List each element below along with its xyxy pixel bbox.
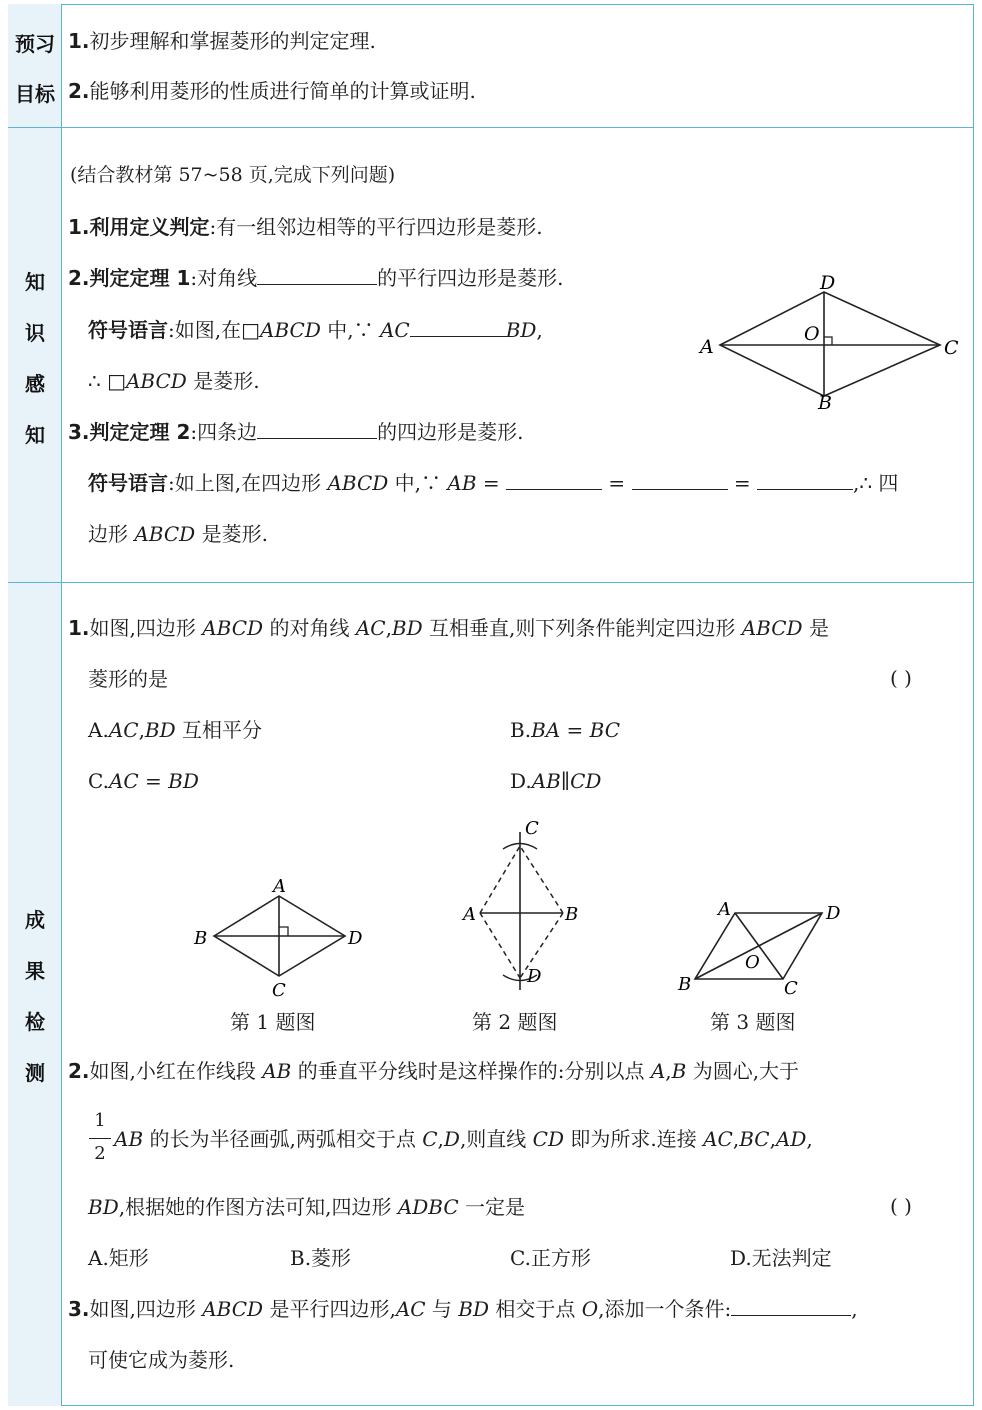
label-b: B bbox=[818, 392, 832, 412]
option-d: D.无法判定 bbox=[730, 1246, 832, 1270]
answer-blank[interactable] bbox=[506, 471, 602, 490]
answer-paren[interactable]: ( ) bbox=[890, 666, 912, 690]
fraction-denominator: 2 bbox=[94, 1143, 106, 1164]
label-o: O bbox=[745, 952, 760, 973]
figure-3 bbox=[675, 895, 850, 1005]
answer-blank[interactable] bbox=[257, 420, 377, 439]
question-2: 2.如图,小红在作线段 AB 的垂直平分线时是这样操作的:分别以点 A,B 为圆心,大于 bbox=[68, 1059, 800, 1083]
answer-paren[interactable]: ( ) bbox=[890, 1194, 912, 1218]
label-a: A bbox=[718, 899, 731, 920]
question-1-cont: 菱形的是 bbox=[88, 667, 168, 691]
answer-blank[interactable] bbox=[632, 471, 728, 490]
side-label: 预习 bbox=[15, 32, 55, 56]
fraction-bar bbox=[89, 1138, 111, 1139]
label-d: D bbox=[826, 903, 841, 924]
side-label: 果 bbox=[25, 959, 45, 983]
answer-blank[interactable] bbox=[731, 1297, 851, 1316]
label-b: B bbox=[678, 974, 692, 995]
option-b: B.菱形 bbox=[290, 1246, 352, 1270]
section-divider bbox=[8, 582, 974, 583]
label-c: C bbox=[784, 978, 798, 999]
figure-1 bbox=[190, 872, 370, 1002]
label-d: D bbox=[820, 272, 836, 294]
question-3-cont: 可使它成为菱形. bbox=[88, 1348, 235, 1372]
option-d: D.AB∥CD bbox=[510, 769, 602, 793]
option-b: B.BA = BC bbox=[510, 718, 621, 742]
option-a: A.矩形 bbox=[88, 1246, 149, 1270]
rhombus-outline bbox=[720, 292, 940, 396]
side-label: 测 bbox=[25, 1061, 45, 1085]
label-d: D bbox=[348, 928, 363, 949]
side-label: 知 bbox=[25, 270, 45, 294]
knowledge-item-2: 2.判定定理 1:对角线 的平行四边形是菱形. bbox=[68, 266, 564, 290]
answer-blank[interactable] bbox=[757, 471, 853, 490]
knowledge-intro: (结合教材第 57~58 页,完成下列问题) bbox=[70, 164, 396, 186]
symbol-language-1: 符号语言:如图,在□ABCD 中,∵ AC BD, bbox=[88, 318, 543, 342]
side-label: 知 bbox=[25, 423, 45, 447]
question-2-cont: AB 的长为半径画弧,两弧相交于点 C,D,则直线 CD 即为所求.连接 AC,BC,AD, bbox=[114, 1127, 813, 1151]
label-o: O bbox=[804, 323, 820, 345]
figure-caption: 第 3 题图 bbox=[710, 1010, 796, 1034]
fraction-numerator: 1 bbox=[94, 1110, 106, 1131]
label-c: C bbox=[525, 818, 539, 839]
label-a: A bbox=[463, 904, 476, 925]
symbol-language-2-cont: 边形 ABCD 是菱形. bbox=[88, 522, 268, 546]
side-column-goal bbox=[8, 4, 62, 127]
goal-item: 2.能够利用菱形的性质进行简单的计算或证明. bbox=[68, 79, 476, 103]
right-angle-mark bbox=[824, 337, 832, 345]
label-b: B bbox=[194, 928, 208, 949]
symbol-therefore: ∴ □ABCD 是菱形. bbox=[88, 369, 260, 393]
answer-blank[interactable] bbox=[410, 318, 506, 337]
label-a: A bbox=[700, 336, 714, 358]
knowledge-item-1: 1.利用定义判定:有一组邻边相等的平行四边形是菱形. bbox=[68, 215, 543, 239]
symbol-language-2: 符号语言:如上图,在四边形 ABCD 中,∵ AB = = = ,∴ 四 bbox=[88, 471, 899, 495]
option-c: C.AC = BD bbox=[88, 769, 199, 793]
rhombus-figure bbox=[690, 272, 960, 412]
side-label: 目标 bbox=[15, 82, 55, 106]
label-b: B bbox=[565, 904, 579, 925]
side-label: 感 bbox=[25, 372, 45, 396]
side-label: 识 bbox=[25, 321, 45, 345]
figure-caption: 第 1 题图 bbox=[230, 1010, 316, 1034]
side-label: 检 bbox=[25, 1010, 45, 1034]
figure-caption: 第 2 题图 bbox=[472, 1010, 558, 1034]
answer-blank[interactable] bbox=[257, 266, 377, 285]
question-1: 1.如图,四边形 ABCD 的对角线 AC,BD 互相垂直,则下列条件能判定四边形 ABCD 是 bbox=[68, 616, 829, 640]
label-d: D bbox=[527, 966, 542, 987]
knowledge-item-3: 3.判定定理 2:四条边 的四边形是菱形. bbox=[68, 420, 524, 444]
side-column-knowledge bbox=[8, 127, 62, 582]
question-2-cont: BD,根据她的作图方法可知,四边形 ADBC 一定是 bbox=[88, 1195, 526, 1219]
question-3: 3.如图,四边形 ABCD 是平行四边形,AC 与 BD 相交于点 O,添加一个条件: , bbox=[68, 1297, 858, 1321]
option-c: C.正方形 bbox=[510, 1246, 591, 1270]
goal-item: 1.初步理解和掌握菱形的判定定理. bbox=[68, 29, 376, 53]
option-a: A.AC,BD 互相平分 bbox=[88, 718, 263, 742]
side-column-test bbox=[8, 582, 62, 1406]
label-c: C bbox=[272, 980, 286, 1001]
label-c: C bbox=[944, 337, 959, 359]
label-a: A bbox=[273, 876, 286, 897]
section-divider bbox=[8, 127, 974, 128]
figure-2 bbox=[455, 812, 590, 1002]
side-label: 成 bbox=[25, 908, 45, 932]
